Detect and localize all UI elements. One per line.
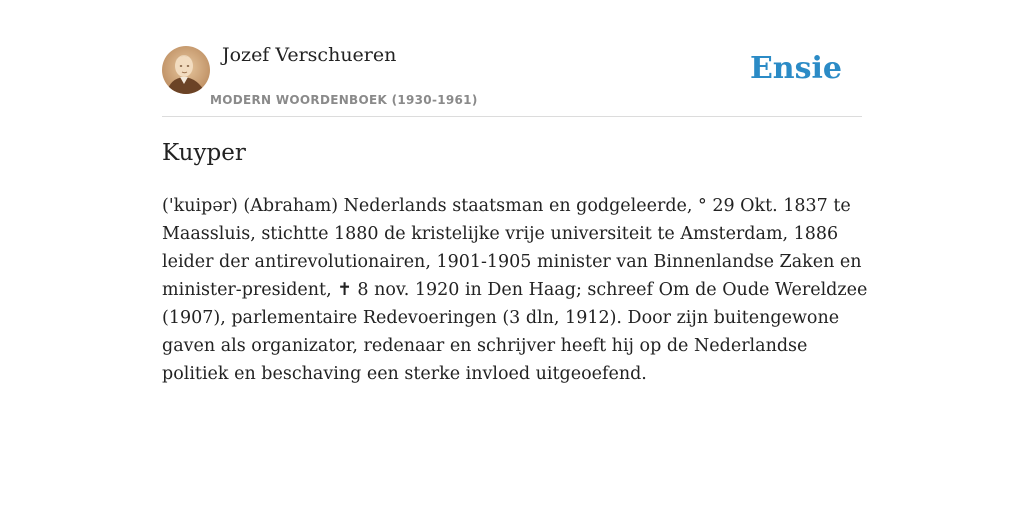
author-avatar[interactable] bbox=[162, 46, 210, 94]
entry-title: Kuyper bbox=[162, 140, 246, 166]
brand-logo[interactable]: Ensie bbox=[749, 51, 842, 86]
portrait-icon bbox=[162, 46, 210, 94]
author-name[interactable]: Jozef Verschueren bbox=[222, 44, 397, 66]
entry-body: ('kuipər) (Abraham) Nederlands staatsman en godgeleerde, ° 29 Okt. 1837 te Maassluis, stichtte 1880 de kristelijke vrije universiteit te Amsterdam, 1886 leider der antirevolutionairen, 1901-1905 minister van Binnenlandse Zaken en minister-president, ✝ 8 nov. 1920 in Den Haag; schreef Om de Oude Wereldzee (1907), parlementaire Redevoeringen (3 dln, 1912). Door zijn buitengewone gaven als organizator, redenaar en schrijver heeft hij op de Nederlandse politiek en beschaving een sterke invloed uitgeoefend. bbox=[162, 196, 868, 384]
source-label: MODERN WOORDENBOEK (1930-1961) bbox=[210, 93, 478, 107]
header bbox=[162, 40, 862, 117]
